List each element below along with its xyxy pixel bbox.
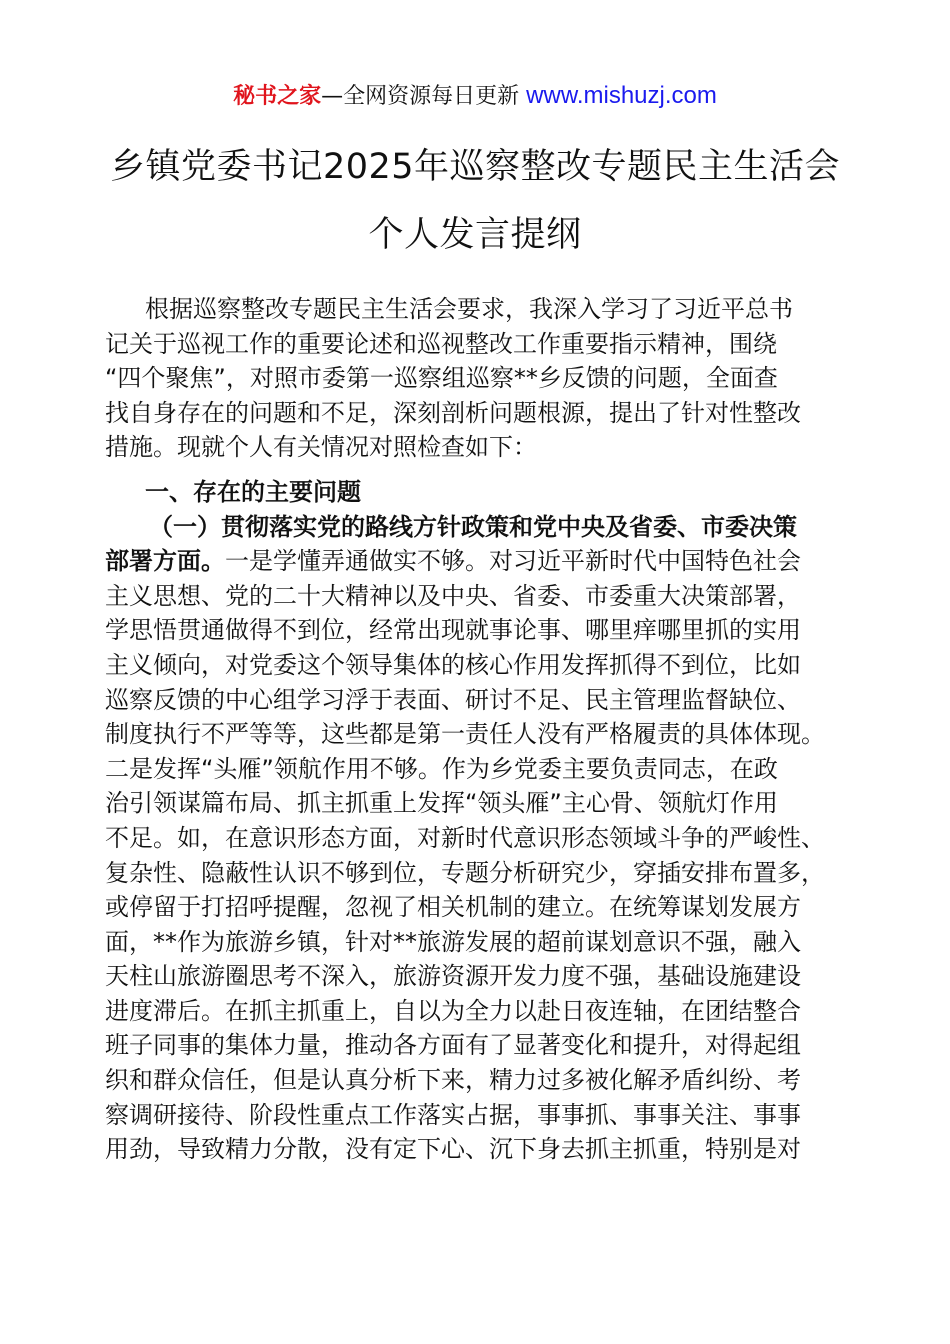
paragraph-line: 或停留于打招呼提醒，忽视了相关机制的建立。在统筹谋划发展方 [105,893,801,922]
intro-line: 记关于巡视工作的重要论述和巡视整改工作重要指示精神，围绕 [105,329,777,358]
paragraph-line: 制度执行不严等等，这些都是第一责任人没有严格履责的具体体现。 [105,720,825,749]
paragraph-line: 治引领谋篇布局、抓主抓重上发挥“领头雁”主心骨、领航灯作用 [105,789,778,818]
paragraph-line: 巡察反馈的中心组学习浮于表面、研讨不足、民主管理监督缺位、 [105,685,801,714]
paragraph-line: 主义思想、党的二十大精神以及中央、省委、市委重大决策部署， [105,581,801,610]
paragraph-line: 不足。如，在意识形态方面，对新时代意识形态领域斗争的严峻性、 [105,823,825,852]
paragraph-line: 用劲，导致精力分散，没有定下心、沉下身去抓主抓重，特别是对 [105,1135,801,1164]
header-tagline: —全网资源每日更新 [321,84,527,109]
intro-line: 措施。现就个人有关情况对照检查如下： [105,433,537,462]
subsection-heading: （一）贯彻落实党的路线方针政策和党中央及省委、市委决策 [149,512,797,541]
section-heading: 一、存在的主要问题 [145,477,361,506]
site-url-link[interactable]: www.mishuzj.com [526,82,717,109]
paragraph-line: 复杂性、隐蔽性认识不够到位，专题分析研究少，穿插安排布置多， [105,858,825,887]
intro-line: 找自身存在的问题和不足，深刻剖析问题根源，提出了针对性整改 [105,398,801,427]
subsection-heading-tail: 部署方面。 [105,547,225,576]
paragraph-line: 二是发挥“头雁”领航作用不够。作为乡党委主要负责同志，在政 [105,754,778,783]
paragraph-line: 主义倾向，对党委这个领导集体的核心作用发挥抓得不到位，比如 [105,650,801,679]
paragraph-line: 面，**作为旅游乡镇，针对**旅游发展的超前谋划意识不强，融入 [105,927,801,956]
document-title-line-2: 个人发言提纲 [368,215,582,255]
document-body [105,292,850,1167]
site-header [0,80,950,113]
paragraph-line [105,544,850,579]
paragraph-line: 天柱山旅游圈思考不深入，旅游资源开发力度不强，基础设施建设 [105,962,801,991]
intro-line: “四个聚焦”，对照市委第一巡察组巡察**乡反馈的问题，全面查 [105,364,778,393]
paragraph-text: 一是学懂弄通做实不够。对习近平新时代中国特色社会 [225,547,801,576]
brand-name: 秘书之家 [233,84,322,109]
paragraph-line: 进度滞后。在抓主抓重上，自以为全力以赴日夜连轴，在团结整合 [105,996,801,1025]
paragraph-line: 班子同事的集体力量，推动各方面有了显著变化和提升，对得起组 [105,1031,801,1060]
paragraph-line: 察调研接待、阶段性重点工作落实占据，事事抓、事事关注、事事 [105,1100,801,1129]
intro-line: 根据巡察整改专题民主生活会要求，我深入学习了习近平总书 [145,295,793,323]
paragraph-line: 织和群众信任，但是认真分析下来，精力过多被化解矛盾纠纷、考 [105,1066,801,1095]
paragraph-line: 学思悟贯通做得不到位，经常出现就事论事、哪里痒哪里抓的实用 [105,616,801,645]
document-title-line-1: 乡镇党委书记2025年巡察整改专题民主生活会 [109,147,841,187]
